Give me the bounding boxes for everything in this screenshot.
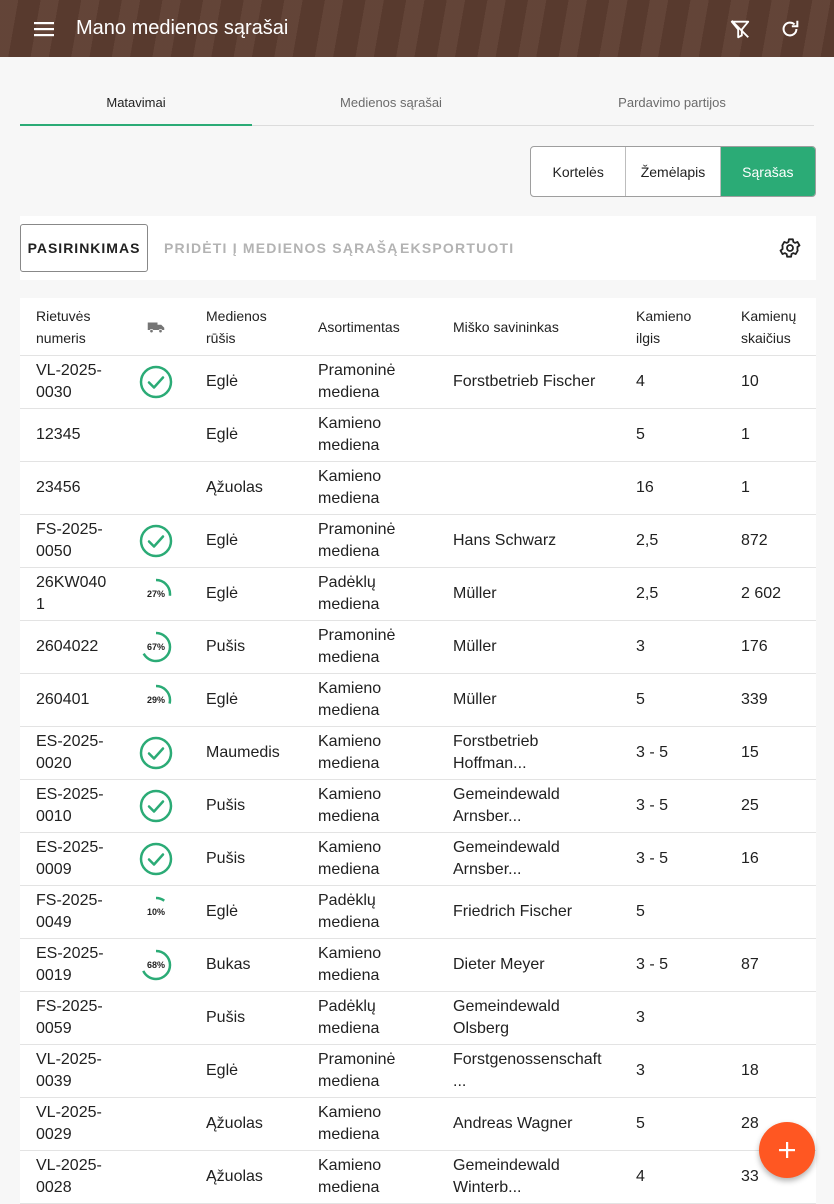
cell-count: 16 [741, 850, 759, 867]
cell-assortment: Kamieno mediena [318, 680, 382, 719]
cell-pile-number: ES-2025- 0010 [36, 786, 104, 825]
table-row[interactable] [20, 1151, 816, 1204]
table-row[interactable] [20, 1045, 816, 1098]
cell-pile-number: VL-2025- 0029 [36, 1104, 102, 1143]
cell-pile-number: FS-2025- 0050 [36, 521, 103, 560]
progress-ring [139, 630, 173, 664]
cell-status [122, 630, 190, 664]
cell-count: 87 [741, 956, 759, 973]
table-row[interactable] [20, 727, 816, 780]
view-switch [530, 146, 816, 197]
table-row[interactable] [20, 568, 816, 621]
cell-length: 3 - 5 [636, 744, 669, 761]
measurements-table [20, 298, 816, 1204]
cell-species: Ąžuolas [206, 1168, 263, 1185]
table-body [20, 356, 816, 1204]
check-circle-icon [139, 789, 173, 823]
progress-label: 67% [146, 642, 166, 652]
cell-length: 16 [636, 479, 654, 496]
check-circle-icon [139, 524, 173, 558]
cell-status [122, 789, 190, 823]
cell-status [122, 683, 190, 717]
cell-length: 5 [636, 903, 645, 920]
progress-ring [139, 577, 173, 611]
cell-length: 5 [636, 691, 645, 708]
cell-count: 872 [741, 532, 768, 549]
cell-pile-number: 12345 [36, 426, 81, 443]
cell-owner: Gemeindewald Arnsber... [453, 786, 560, 825]
cell-pile-number: VL-2025- 0039 [36, 1051, 102, 1090]
progress-ring [139, 683, 173, 717]
cell-owner: Gemeindewald Olsberg [453, 998, 560, 1037]
selection-button[interactable]: PASIRINKIMAS [20, 224, 148, 272]
header-species[interactable]: Medienos rūšis [206, 307, 267, 346]
table-row[interactable] [20, 515, 816, 568]
tab-pardavimo-partijos[interactable]: Pardavimo partijos [618, 95, 726, 110]
cell-owner: Gemeindewald Winterb... [453, 1157, 560, 1196]
cell-status [122, 736, 190, 770]
truck-icon [147, 320, 165, 334]
table-row[interactable] [20, 356, 816, 409]
cell-pile-number: 2604022 [36, 638, 99, 655]
cell-length: 4 [636, 373, 645, 390]
cell-count: 25 [741, 797, 759, 814]
header-length[interactable]: Kamieno ilgis [636, 307, 692, 346]
cell-species: Eglė [206, 426, 239, 443]
tab-bar [20, 80, 814, 126]
check-circle-icon [139, 736, 173, 770]
cell-owner: Müller [453, 585, 497, 602]
cell-assortment: Kamieno mediena [318, 468, 382, 507]
check-circle-icon [139, 365, 173, 399]
cell-status [122, 948, 190, 982]
view-map-button[interactable]: Žemėlapis [626, 147, 720, 196]
cell-assortment: Pramoninė mediena [318, 627, 396, 666]
cell-assortment: Kamieno mediena [318, 945, 382, 984]
cell-pile-number: 23456 [36, 479, 81, 496]
cell-count: 33 [741, 1168, 759, 1185]
table-row[interactable] [20, 780, 816, 833]
progress-label: 10% [146, 907, 166, 917]
cell-species: Ąžuolas [206, 1115, 263, 1132]
action-toolbar [20, 216, 816, 280]
export-button[interactable]: EKSPORTUOTI [400, 240, 515, 256]
cell-pile-number: ES-2025- 0019 [36, 945, 104, 984]
cell-owner: Müller [453, 691, 497, 708]
tab-matavimai[interactable]: Matavimai [20, 80, 252, 125]
table-row[interactable] [20, 886, 816, 939]
progress-ring [139, 895, 173, 929]
app-title: Mano medienos sąrašai [76, 17, 289, 39]
cell-species: Maumedis [206, 744, 280, 761]
tab-medienos-sarasai[interactable]: Medienos sąrašai [340, 95, 442, 110]
cell-pile-number: ES-2025- 0020 [36, 733, 104, 772]
cell-count: 10 [741, 373, 759, 390]
cell-owner: Forstbetrieb Hoffman... [453, 733, 539, 772]
table-row[interactable] [20, 674, 816, 727]
plus-icon [777, 1140, 797, 1160]
table-row[interactable] [20, 939, 816, 992]
cell-species: Eglė [206, 903, 239, 920]
cell-status [122, 524, 190, 558]
header-owner[interactable]: Miško savininkas [453, 318, 559, 335]
cell-length: 3 - 5 [636, 850, 669, 867]
cell-count: 2 602 [741, 585, 782, 602]
cell-count: 1 [741, 479, 750, 496]
cell-length: 3 - 5 [636, 797, 669, 814]
progress-label: 29% [146, 695, 166, 705]
add-to-list-button[interactable]: PRIDĖTI Į MEDIENOS SĄRAŠĄ [164, 240, 399, 256]
cell-length: 4 [636, 1168, 645, 1185]
table-row[interactable] [20, 409, 816, 462]
progress-ring [139, 948, 173, 982]
cell-assortment: Kamieno mediena [318, 733, 382, 772]
cell-assortment: Kamieno mediena [318, 1104, 382, 1143]
cell-length: 3 [636, 638, 645, 655]
menu-icon[interactable] [34, 21, 58, 37]
cell-status [122, 895, 190, 929]
cell-pile-number: VL-2025- 0028 [36, 1157, 102, 1196]
cell-pile-number: 260401 [36, 691, 90, 708]
cell-owner: Andreas Wagner [453, 1115, 573, 1132]
view-list-button[interactable]: Sąrašas [721, 147, 815, 196]
cell-length: 5 [636, 426, 645, 443]
add-fab-button[interactable] [759, 1122, 815, 1178]
cell-species: Eglė [206, 585, 239, 602]
cell-species: Pušis [206, 1009, 246, 1026]
header-pile-number[interactable]: Rietuvės numeris [36, 307, 91, 346]
cell-assortment: Kamieno mediena [318, 415, 382, 454]
table-header [20, 298, 816, 356]
check-circle-icon [139, 842, 173, 876]
cell-species: Eglė [206, 1062, 239, 1079]
cell-species: Eglė [206, 532, 239, 549]
cell-species: Eglė [206, 691, 239, 708]
cell-pile-number: VL-2025- 0030 [36, 362, 102, 401]
cell-status [122, 365, 190, 399]
cell-owner: Forstbetrieb Fischer [453, 373, 596, 390]
cell-count: 176 [741, 638, 768, 655]
cell-pile-number: ES-2025- 0009 [36, 839, 104, 878]
cell-count: 15 [741, 744, 759, 761]
table-row[interactable] [20, 992, 816, 1045]
cell-count: 18 [741, 1062, 759, 1079]
progress-label: 68% [146, 960, 166, 970]
cell-pile-number: FS-2025- 0049 [36, 892, 103, 931]
table-row[interactable] [20, 833, 816, 886]
view-cards-button[interactable]: Kortelės [531, 147, 626, 196]
table-row[interactable] [20, 1098, 816, 1151]
cell-assortment: Padėklų mediena [318, 998, 380, 1037]
cell-assortment: Kamieno mediena [318, 839, 382, 878]
cell-length: 5 [636, 1115, 645, 1132]
cell-count: 339 [741, 691, 768, 708]
cell-count: 28 [741, 1115, 759, 1132]
cell-assortment: Kamieno mediena [318, 1157, 382, 1196]
cell-assortment: Pramoninė mediena [318, 362, 396, 401]
refresh-icon[interactable] [778, 17, 802, 41]
cell-species: Pušis [206, 850, 246, 867]
cell-status [122, 577, 190, 611]
cell-pile-number: 26KW040 1 [36, 574, 107, 613]
cell-assortment: Padėklų mediena [318, 574, 380, 613]
cell-species: Eglė [206, 373, 239, 390]
header-count[interactable]: Kamienų skaičius [741, 307, 797, 346]
cell-species: Pušis [206, 638, 246, 655]
filter-off-icon[interactable] [728, 17, 752, 41]
cell-owner: Gemeindewald Arnsber... [453, 839, 560, 878]
cell-species: Pušis [206, 797, 246, 814]
cell-assortment: Padėklų mediena [318, 892, 380, 931]
table-row[interactable] [20, 621, 816, 674]
cell-assortment: Pramoninė mediena [318, 1051, 396, 1090]
header-transport[interactable] [122, 320, 190, 334]
cell-species: Bukas [206, 956, 251, 973]
cell-length: 2,5 [636, 585, 659, 602]
cell-owner: Dieter Meyer [453, 956, 545, 973]
cell-length: 3 - 5 [636, 956, 669, 973]
cell-length: 3 [636, 1062, 645, 1079]
cell-assortment: Kamieno mediena [318, 786, 382, 825]
table-row[interactable] [20, 462, 816, 515]
header-assortment[interactable]: Asortimentas [318, 318, 400, 335]
cell-owner: Müller [453, 638, 497, 655]
gear-icon[interactable] [778, 236, 802, 260]
cell-owner: Hans Schwarz [453, 532, 557, 549]
cell-status [122, 842, 190, 876]
cell-length: 2,5 [636, 532, 659, 549]
cell-owner: Forstgenossenschaft ... [453, 1051, 602, 1090]
cell-count: 1 [741, 426, 750, 443]
cell-pile-number: FS-2025- 0059 [36, 998, 103, 1037]
cell-species: Ąžuolas [206, 479, 263, 496]
cell-assortment: Pramoninė mediena [318, 521, 396, 560]
cell-owner: Friedrich Fischer [453, 903, 573, 920]
progress-label: 27% [146, 589, 166, 599]
cell-length: 3 [636, 1009, 645, 1026]
app-bar [0, 0, 834, 57]
